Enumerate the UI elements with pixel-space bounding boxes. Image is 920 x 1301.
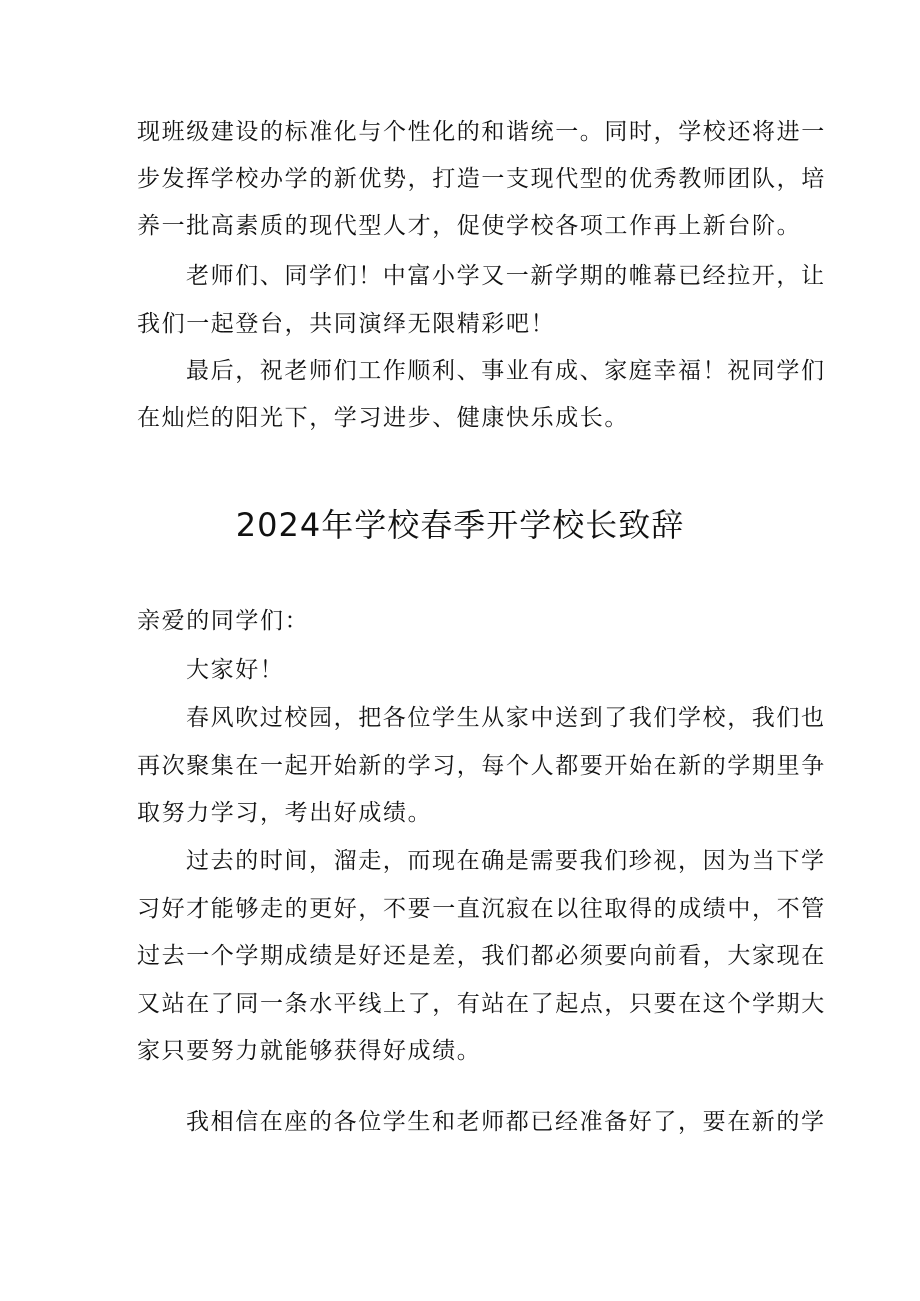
text-line: 又站在了同一条水平线上了，有站在了起点，只要在这个学期大 <box>137 991 826 1017</box>
text-line: 取努力学习，考出好成绩。 <box>137 800 433 826</box>
text-line: 我相信在座的各位学生和老师都已经准备好了，要在新的学 <box>186 1109 826 1135</box>
page-title: 2024年学校春季开学校长致辞 <box>235 506 685 544</box>
salutation: 亲爱的同学们： <box>137 608 310 634</box>
text-line: 我们一起登台，共同演绎无限精彩吧！ <box>137 311 556 337</box>
text-line: 步发挥学校办学的新优势，打造一支现代型的优秀教师团队，培 <box>137 166 826 192</box>
text-line: 在灿烂的阳光下，学习进步、健康快乐成长。 <box>137 405 629 431</box>
text-line: 习好才能够走的更好，不要一直沉寂在以往取得的成绩中，不管 <box>137 896 826 922</box>
greeting: 大家好！ <box>186 657 285 683</box>
text-line: 老师们、同学们！中富小学又一新学期的帷幕已经拉开，让 <box>186 263 826 289</box>
text-line: 过去的时间，溜走，而现在确是需要我们珍视，因为当下学 <box>186 848 826 874</box>
text-line: 春风吹过校园，把各位学生从家中送到了我们学校，我们也 <box>186 705 826 731</box>
text-line: 养一批高素质的现代型人才，促使学校各项工作再上新台阶。 <box>137 213 802 239</box>
text-line: 最后，祝老师们工作顺利、事业有成、家庭幸福！祝同学们 <box>186 358 826 384</box>
text-line: 现班级建设的标准化与个性化的和谐统一。同时，学校还将进一 <box>137 119 826 145</box>
text-line: 过去一个学期成绩是好还是差，我们都必须要向前看，大家现在 <box>137 943 826 969</box>
text-line: 再次聚集在一起开始新的学习，每个人都要开始在新的学期里争 <box>137 753 826 779</box>
text-line: 家只要努力就能够获得好成绩。 <box>137 1038 482 1064</box>
